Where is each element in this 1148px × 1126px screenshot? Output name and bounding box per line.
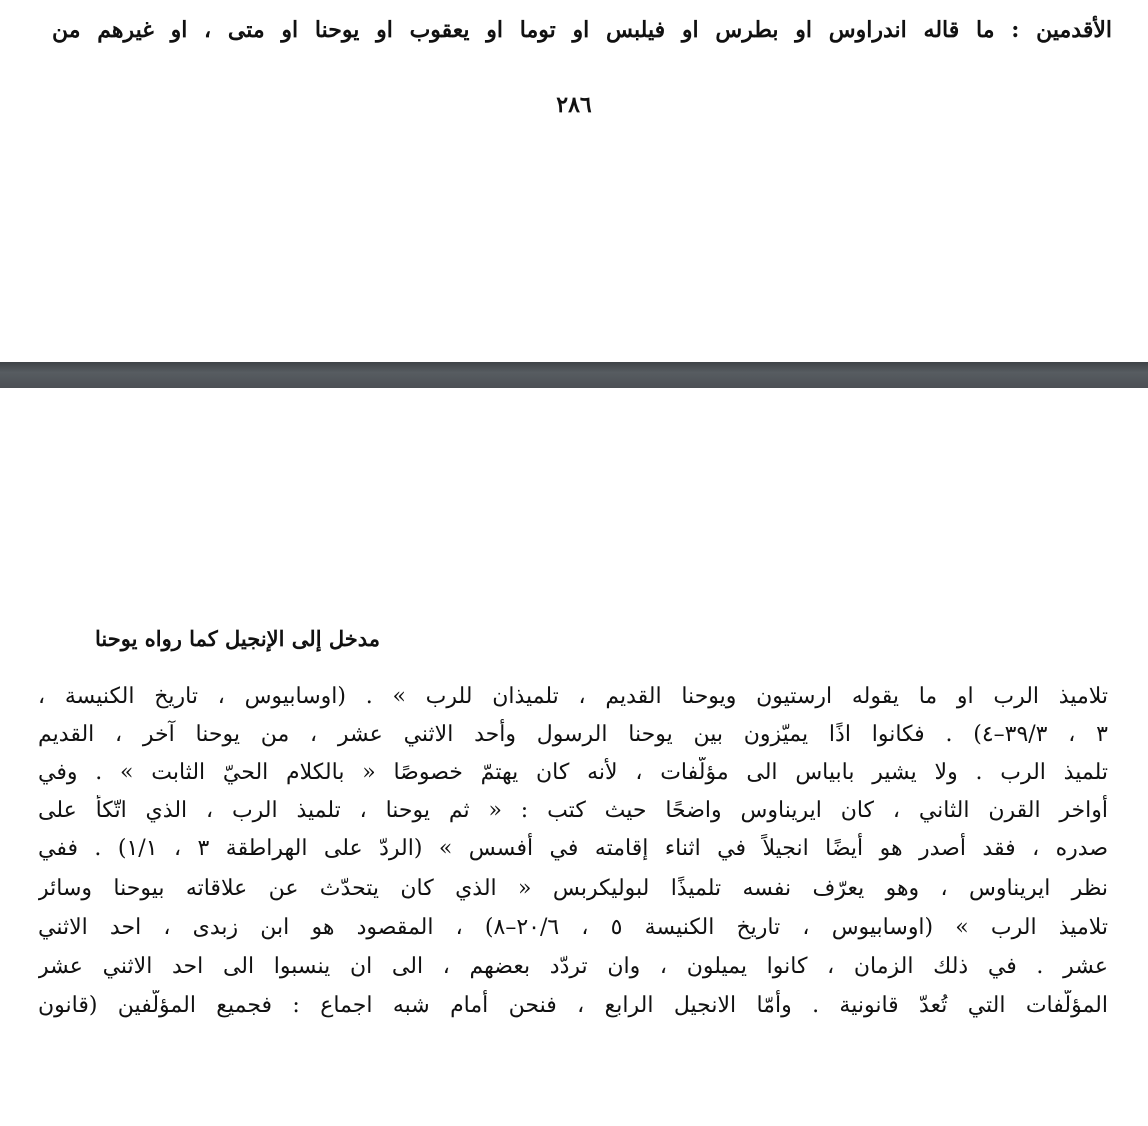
running-head: مدخل إلى الإنجيل كما رواه يوحنا: [95, 626, 380, 651]
lower-book-page: [0, 388, 1148, 1126]
body-line: ٣ ، ٣٩/٣–٤) . فكانوا اذًا يميّزون بين يوحنا الرسول وأحد الاثني عشر ، من يوحنا آخر ، القديم: [38, 722, 1108, 747]
body-line: نظر ايريناوس ، وهو يعرّف نفسه تلميذًا لبوليكربس « الذي كان يتحدّث عن علاقاته بيوحنا وسائر: [38, 876, 1108, 901]
body-line: صدره ، فقد أصدر هو أيضًا انجيلاً في اثناء إقامته في أفسس » (الردّ على الهراطقة ٣ ، ١/١) . ففي: [38, 836, 1108, 861]
body-line: تلاميذ الرب او ما يقوله ارستيون ويوحنا القديم ، تلميذان للرب » . (اوسابيوس ، تاريخ الكنيسة ،: [38, 684, 1108, 709]
body-line: أواخر القرن الثاني ، كان ايريناوس واضحًا حيث كتب : « ثم يوحنا ، تلميذ الرب ، الذي اتّكأ على: [38, 798, 1108, 823]
body-line: عشر . في ذلك الزمان ، كانوا يميلون ، وان تردّد بعضهم ، الى ان ينسبوا الى احد الاثني عشر: [38, 954, 1108, 979]
body-line: تلميذ الرب . ولا يشير بابياس الى مؤلّفات ، لأنه كان يهتمّ خصوصًا « بالكلام الحيّ الثابت » . وفي: [38, 760, 1108, 785]
body-line: تلاميذ الرب » (اوسابيوس ، تاريخ الكنيسة ٥ ، ٢٠/٦–٨) ، المقصود هو ابن زبدى ، احد الاثني: [38, 915, 1108, 940]
upper-book-page: [0, 0, 1148, 362]
top-page-last-line: الأقدمين : ما قاله اندراوس او بطرس او فيلبس او توما او يعقوب او يوحنا او متى ، او غيرهم من: [52, 17, 1112, 43]
body-line: المؤلّفات التي تُعدّ قانونية . وأمّا الانجيل الرابع ، فنحن أمام شبه اجماع : فجميع المؤلّفين (قانون: [38, 993, 1108, 1018]
page-separator: [0, 362, 1148, 388]
page-number: ٢٨٦: [556, 92, 592, 118]
